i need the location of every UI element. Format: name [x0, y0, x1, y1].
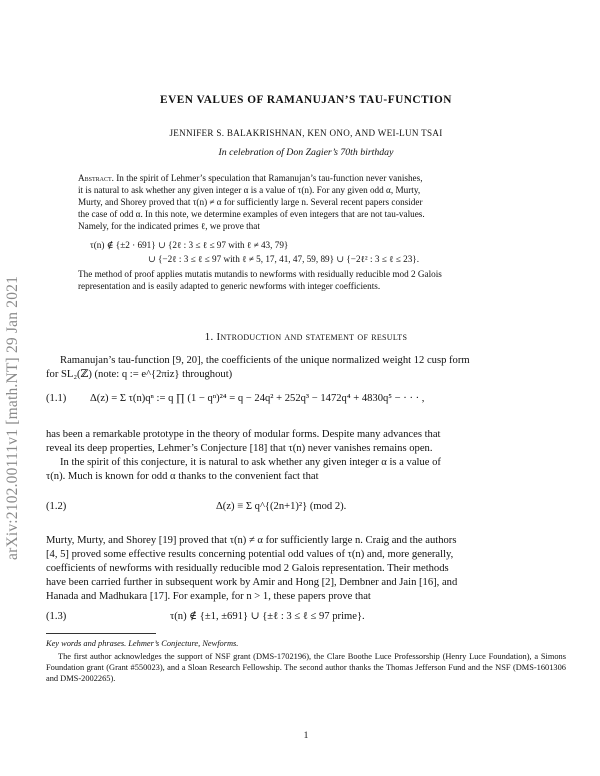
paragraph-intro [46, 354, 566, 382]
abstract-closing-line-2: representation and is easily adapted to generic newforms with integer coefficients. [78, 281, 381, 291]
equation-1-3 [46, 604, 566, 632]
abstract-line-3: Murty, and Shorey proved that τ(n) ≠ α for sufficiently large n. Several recent papers consider [78, 197, 423, 207]
abstract-line-4: the case of odd α. In this note, we determine examples of even integers that are not tau-values. [78, 209, 425, 219]
abstract-line-5: Namely, for the indicated primes ℓ, we prove that [78, 221, 260, 231]
equation-1-1 [46, 386, 566, 414]
abstract [78, 172, 534, 232]
section-title: 1. Introduction and statement of results [204, 331, 408, 343]
abstract-line-1: Abstract. In the spirit of Lehmer’s speculation that Ramanujan’s tau-function never vanishes, [78, 173, 423, 183]
paragraph-spirit [46, 456, 566, 484]
equation-body: Δ(z) ≡ Σ q^{(2n+1)²} (mod 2). [216, 501, 347, 512]
para-line: In the spirit of this conjecture, it is natural to ask whether any given integer α is a value of [60, 457, 441, 468]
abstract-label: Abstract. [78, 173, 114, 183]
para-line: coefficients of newforms with residually reducible mod 2 Galois representation. Their methods [46, 563, 449, 574]
dedication: In celebration of Don Zagier’s 70th birthday [218, 147, 394, 158]
paragraph-prototype [46, 428, 566, 456]
abstract-display-2: ∪ {−2ℓ : 3 ≤ ℓ ≤ 97 with ℓ ≠ 5, 17, 41, 47, 59, 89} ∪ {−2ℓ² : 3 ≤ ℓ ≤ 23}. [148, 254, 419, 264]
footnote-rule [46, 633, 156, 634]
page-number: 1 [303, 731, 309, 741]
equation-body: τ(n) ∉ {±1, ±691} ∪ {±ℓ : 3 ≤ ℓ ≤ 97 prime}. [170, 611, 365, 622]
paper-authors: JENNIFER S. BALAKRISHNAN, KEN ONO, AND WEI-LUN TSAI [169, 128, 443, 138]
arxiv-stamp: arXiv:2102.00111v1 [math.NT] 29 Jan 2021 [4, 275, 21, 560]
para-line: Hanada and Madhukara [17]. For example, for n > 1, these papers prove that [46, 591, 371, 602]
abstract-line-2: it is natural to ask whether any given integer α is a value of τ(n). For any given odd α, Murty, [78, 185, 421, 195]
para-line: Murty, Murty, and Shorey [19] proved that τ(n) ≠ α for sufficiently large n. Craig and the authors [46, 535, 457, 546]
para-line: Ramanujan’s tau-function [9, 20], the coefficients of the unique normalized weight 12 cusp form [60, 355, 470, 366]
equation-1-2 [46, 494, 566, 522]
abstract-display-1: τ(n) ∉ {±2 · 691} ∪ {2ℓ : 3 ≤ ℓ ≤ 97 with ℓ ≠ 43, 79} [90, 240, 289, 250]
para-line: τ(n). Much is known for odd α thanks to the convenient fact that [46, 471, 319, 482]
para-line: have been carried further in subsequent work by Amir and Hong [2], Dembner and Jain [16], and [46, 577, 458, 588]
para-line: reveal its deep properties, Lehmer’s Conjecture [18] that τ(n) never vanishes remains open. [46, 443, 433, 454]
footnote-keywords: Key words and phrases. Lehmer’s Conjecture, Newforms. [46, 639, 239, 648]
equation-number: (1.1) [46, 393, 67, 404]
paper-title: EVEN VALUES OF RAMANUJAN’S TAU-FUNCTION [160, 94, 452, 106]
para-line: for SL₂(ℤ) (note: q := e^{2πiz} throughout) [46, 369, 233, 380]
equation-number: (1.3) [46, 611, 67, 622]
equation-number: (1.2) [46, 501, 67, 512]
abstract-closing [78, 268, 534, 292]
equation-body: Δ(z) = Σ τ(n)qⁿ := q ∏ (1 − qⁿ)²⁴ = q − 24q² + 252q³ − 1472q⁴ + 4830q⁵ − · · · , [90, 393, 425, 404]
para-line: has been a remarkable prototype in the theory of modular forms. Despite many advances that [46, 429, 441, 440]
para-line: [4, 5] proved some effective results concerning potential odd values of τ(n) and, more generally, [46, 549, 454, 560]
paragraph-murty [46, 534, 566, 604]
footnote-funding: The first author acknowledges the support of NSF grant (DMS-1702196), the Clare Boothe Luce Professorship (Henry Luce Foundation), a Simons Foundation grant (Grant #550023), and a Sloan Research Fellowship. The second author thanks the Thomas Jefferson Fund and the NSF (DMS-1601306 and DMS-2002265). [46, 652, 566, 683]
abstract-closing-line-1: The method of proof applies mutatis mutandis to newforms with residually reducible mod 2 Galois [78, 269, 442, 279]
